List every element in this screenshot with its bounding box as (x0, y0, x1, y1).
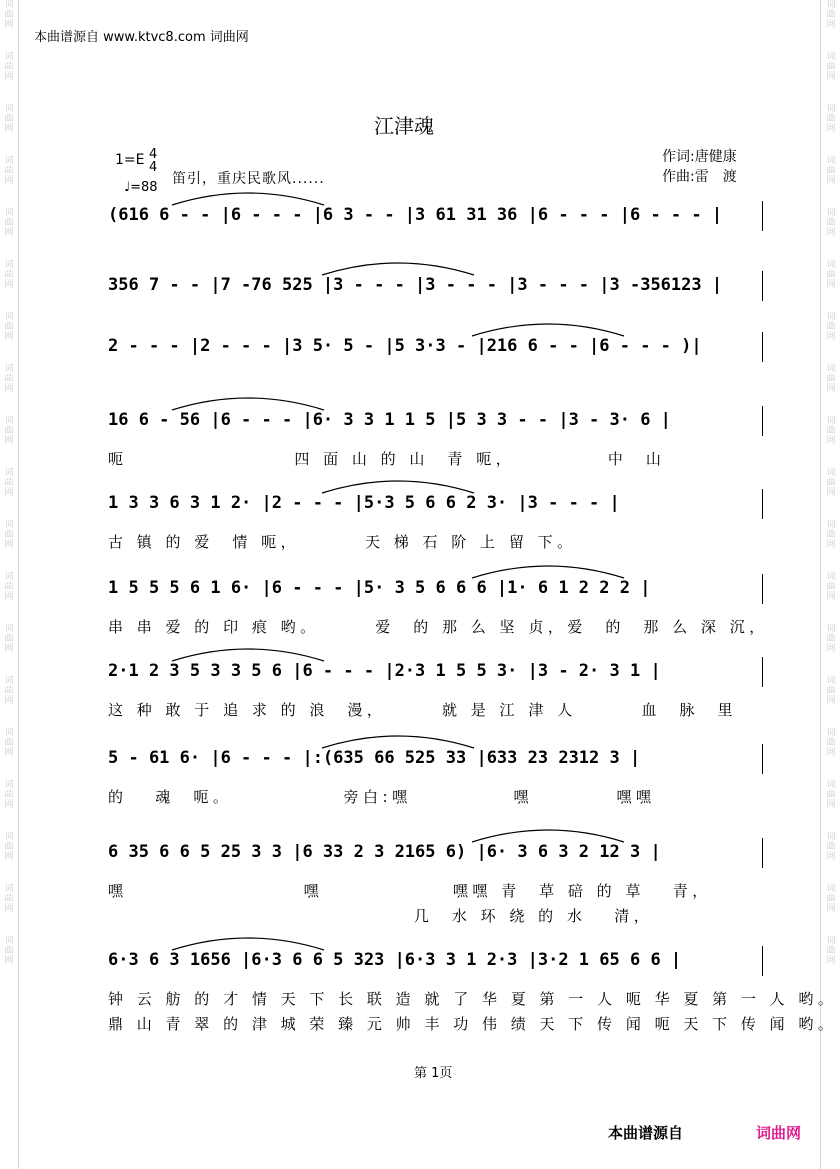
composer-credit: 作曲:雷 渡 (662, 169, 737, 185)
watermark-glyph: 词 曲 网 (826, 364, 836, 394)
barline (762, 838, 763, 868)
barline (762, 489, 763, 519)
left-border-line (18, 0, 19, 1169)
lyric-line: 鼎 山 青 翠 的 津 城 荣 臻 元 帅 丰 功 伟 绩 天 下 传 闻 呃 天 下 传 闻 哟。 (108, 1015, 838, 1033)
intro-note: 笛引，重庆民歌风...... (172, 171, 325, 187)
notation-line: 356 7 - - |7 -76 525 |3 - - - |3 - - - |3 - - - |3 -356123 | (108, 275, 723, 295)
barline (762, 406, 763, 436)
watermark-glyph: 词 曲 网 (826, 936, 836, 966)
left-watermark-column (2, 0, 16, 1169)
watermark-glyph: 词 曲 网 (826, 884, 836, 914)
slur-mark (468, 560, 628, 580)
notation-line: (616 6 - - |6 - - - |6 3 - - |3 61 31 36 |6 - - - |6 - - - | (108, 205, 723, 225)
watermark-glyph: 词 曲 网 (826, 572, 836, 602)
watermark-glyph: 词 曲 网 (826, 208, 836, 238)
slur-mark (168, 932, 328, 952)
footer-brand-logo: 词曲网 (756, 1124, 802, 1142)
watermark-glyph: 词 曲 网 (4, 780, 14, 810)
lyric-line: 呃 四 面 山 的 山 青 呃， 中 山 (108, 450, 666, 468)
barline (762, 657, 763, 687)
watermark-glyph: 词 曲 网 (4, 936, 14, 966)
slur-mark (318, 475, 478, 495)
lyric-line: 嘿 嘿 嘿嘿 青 草 碚 的 草 青， (108, 882, 712, 900)
watermark-glyph: 词 曲 网 (4, 520, 14, 550)
notation-line: 1 5 5 5 6 1 6· |6 - - - |5· 3 5 6 6 6 |1· 6 1 2 2 2 | (108, 578, 651, 598)
slur-mark (168, 392, 328, 412)
notation-line: 16 6 - 56 |6 - - - |6· 3 3 1 1 5 |5 3 3 - - |3 - 3· 6 | (108, 410, 671, 430)
watermark-glyph: 词 曲 网 (4, 416, 14, 446)
time-signature: 4 4 (149, 147, 158, 175)
watermark-glyph: 词 曲 网 (4, 104, 14, 134)
lyric-line: 串 串 爱 的 印 痕 哟。 爱 的 那 么 坚 贞，爱 的 那 么 深 沉， (108, 618, 769, 636)
tempo-marking: ♩=88 (124, 180, 158, 195)
notation-line: 1 3 3 6 3 1 2· |2 - - - |5·3 5 6 6 2 3· |3 - - - | (108, 493, 620, 513)
barline (762, 574, 763, 604)
watermark-glyph: 词 曲 网 (826, 676, 836, 706)
lyric-line: 几 水 环 绕 的 水 清， (108, 907, 654, 925)
watermark-glyph: 词 曲 网 (826, 780, 836, 810)
slur-mark (468, 318, 628, 338)
notation-line: 6·3 6 3 1656 |6·3 6 6 5 323 |6·3 3 1 2·3 |3·2 1 65 6 6 | (108, 950, 682, 970)
song-title: 江津魂 (374, 114, 434, 138)
lyric-line: 这 种 敢 于 追 求 的 浪 漫， 就 是 江 津 人 血 脉 里 (108, 701, 738, 719)
watermark-glyph: 词 曲 网 (826, 156, 836, 186)
notation-line: 2·1 2 3 5 3 3 5 6 |6 - - - |2·3 1 5 5 3· |3 - 2· 3 1 | (108, 661, 661, 681)
watermark-glyph: 词 曲 网 (4, 676, 14, 706)
watermark-glyph: 词 曲 网 (826, 52, 836, 82)
barline (762, 332, 763, 362)
barline (762, 946, 763, 976)
watermark-glyph: 词 曲 网 (4, 260, 14, 290)
watermark-glyph: 词 曲 网 (826, 104, 836, 134)
barline (762, 201, 763, 231)
watermark-glyph: 词 曲 网 (826, 416, 836, 446)
lyric-line: 钟 云 舫 的 才 情 天 下 长 联 造 就 了 华 夏 第 一 人 呃 华 夏 第 一 人 哟。 (108, 990, 838, 1008)
watermark-glyph: 词 曲 网 (4, 364, 14, 394)
slur-mark (168, 643, 328, 663)
lyric-line: 的 魂 呃。 旁白:嘿 嘿 嘿嘿 (108, 788, 656, 806)
watermark-glyph: 词 曲 网 (826, 260, 836, 290)
notation-line: 5 - 61 6· |6 - - - |:(635 66 525 33 |633 23 2312 3 | (108, 748, 641, 768)
lyric-line: 古 镇 的 爱 情 呃， 天 梯 石 阶 上 留 下。 (108, 533, 577, 551)
watermark-glyph: 词 曲 网 (826, 728, 836, 758)
lyricist-credit: 作词:唐健康 (662, 149, 737, 165)
watermark-glyph: 词 曲 网 (4, 208, 14, 238)
watermark-glyph: 词 曲 网 (4, 624, 14, 654)
watermark-glyph: 词 曲 网 (4, 52, 14, 82)
watermark-glyph: 词 曲 网 (4, 468, 14, 498)
watermark-glyph: 词 曲 网 (4, 572, 14, 602)
watermark-glyph: 词 曲 网 (4, 832, 14, 862)
watermark-glyph: 词 曲 网 (4, 884, 14, 914)
header-source-text: 本曲谱源自 www.ktvc8.com 词曲网 (34, 30, 249, 45)
key-signature: 1=E (115, 152, 145, 168)
watermark-glyph: 词 曲 网 (4, 156, 14, 186)
watermark-glyph: 词 曲 网 (826, 832, 836, 862)
watermark-glyph: 词 曲 网 (826, 520, 836, 550)
watermark-glyph: 词 曲 网 (826, 0, 836, 30)
watermark-glyph: 词 曲 网 (826, 312, 836, 342)
watermark-glyph: 词 曲 网 (826, 468, 836, 498)
watermark-glyph: 词 曲 网 (4, 0, 14, 30)
slur-mark (168, 187, 328, 207)
watermark-glyph: 词 曲 网 (826, 624, 836, 654)
slur-mark (468, 824, 628, 844)
watermark-glyph: 词 曲 网 (4, 312, 14, 342)
barline (762, 271, 763, 301)
footer-source-label: 本曲谱源自 (608, 1124, 684, 1142)
page-number: 第 1页 (414, 1066, 453, 1081)
notation-line: 2 - - - |2 - - - |3 5· 5 - |5 3·3 - |216 6 - - |6 - - - )| (108, 336, 702, 356)
watermark-glyph: 词 曲 网 (4, 728, 14, 758)
barline (762, 744, 763, 774)
slur-mark (318, 257, 478, 277)
slur-mark (318, 730, 478, 750)
notation-line: 6 35 6 6 5 25 3 3 |6 33 2 3 2165 6) |6· 3 6 3 2 12 3 | (108, 842, 661, 862)
